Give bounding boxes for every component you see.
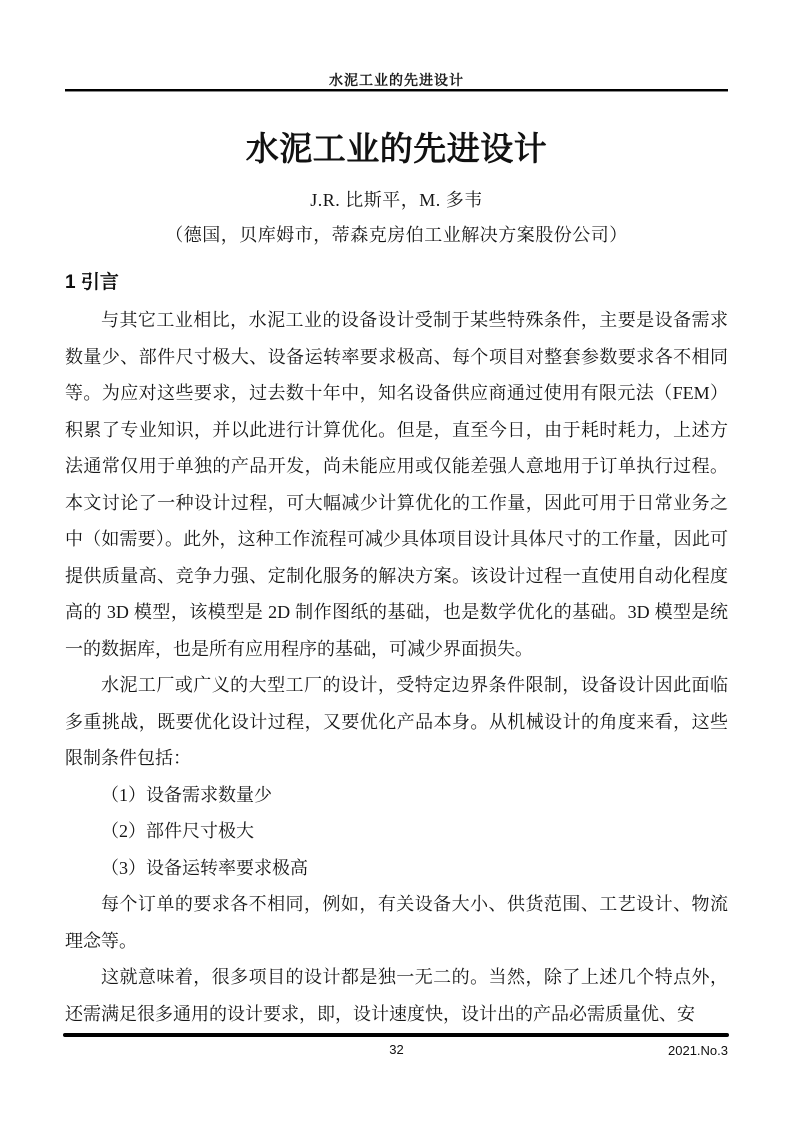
- journal-issue: 2021.No.3: [668, 1043, 728, 1058]
- list-item-2: （2）部件尺寸极大: [101, 821, 254, 841]
- constraint-list: [65, 777, 728, 887]
- running-header-title: 水泥工业的先进设计: [329, 74, 464, 89]
- footer-rule: [63, 1033, 729, 1037]
- paragraph-2: 水泥工厂或广义的大型工厂的设计，受特定边界条件限制，设备设计因此面临多重挑战，既要优化设计过程，又要优化产品本身。从机械设计的角度来看，这些限制条件包括：: [65, 675, 728, 768]
- list-item-3: （3）设备运转率要求极高: [101, 857, 308, 878]
- list-item-1: （1）设备需求数量少: [101, 784, 272, 805]
- affiliation-line: （德国，贝库姆市，蒂森克房伯工业解决方案股份公司）: [165, 225, 628, 245]
- paragraph-4: 这就意味着，很多项目的设计都是独一无二的。当然，除了上述几个特点外，还需满足很多通用的设计要求，即，设计速度快，设计出的产品必需质量优、安: [65, 967, 728, 1024]
- authors-line: J.R. 比斯平，M. 多韦: [310, 190, 483, 210]
- page-number: 32: [389, 1042, 404, 1057]
- paragraph-1: 与其它工业相比，水泥工业的设备设计受制于某些特殊条件，主要是设备需求数量少、部件尺寸极大、设备运转率要求极高、每个项目对整套参数要求各不相同等。为应对这些要求，过去数十年中，知名设备供应商通过使用有限元法（FEM）积累了专业知识，并以此进行计算优化。但是，直至今日，由于耗时耗力，上述方法通常仅用于单独的产品开发，尚未能应用或仅能差强人意地用于订单执行过程。本文讨论了一种设计过程，可大幅减少计算优化的工作量，因此可用于日常业务之中（如需要）。此外，这种工作流程可减少具体项目设计具体尺寸的工作量，因此可提供质量高、竞争力强、定制化服务的解决方案。该设计过程一直使用自动化程度高的 3D 模型，该模型是 2D 制作图纸的基础，也是数学优化的基础。3D 模型是统一的数据库，也是所有应用程序的基础，可减少界面损失。: [65, 310, 728, 659]
- paragraph-3: 每个订单的要求各不相同，例如，有关设备大小、供货范围、工艺设计、物流理念等。: [65, 894, 728, 951]
- section-heading-introduction: 1 引言: [65, 272, 119, 293]
- article-body: [65, 92, 728, 1032]
- article-title: 水泥工业的先进设计: [245, 130, 548, 167]
